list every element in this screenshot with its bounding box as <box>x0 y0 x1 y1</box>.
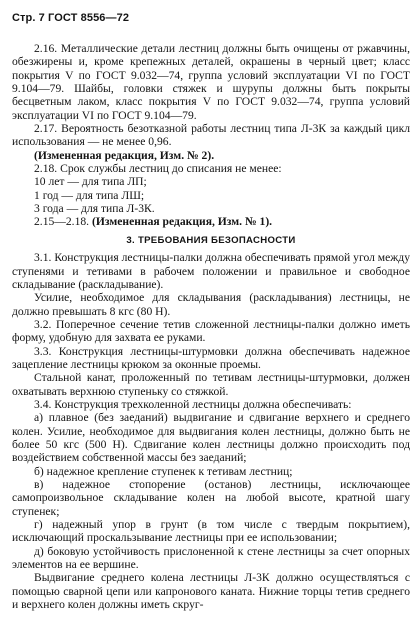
clause-2-17: 2.17. Вероятность безотказной работы лестниц типа Л-3К за каждый цикл использования — не менее 0,96. <box>12 122 410 149</box>
clause-3-4-c: в) надежное стопорение (останов) лестницы, исключающее самопроизвольное складывание колен на любой высоте, кратной шагу ступенек; <box>12 478 410 518</box>
document-body <box>12 42 410 611</box>
clause-2-16: 2.16. Металлические детали лестниц должны быть очищены от ржавчины, обезжирены и, кроме крепежных деталей, окрашены в черный цвет; класс покрытия V по ГОСТ 9.032—74, группа условий эксплуатации VI по ГОСТ 9.104—79. Шайбы, головки стяжек и шурупы должны быть покрыты бесцветным лаком, класс покрытия V по ГОСТ 9.032—74, группа условий эксплуатации VI по ГОСТ 9.104—79. <box>12 42 410 122</box>
clause-3-1: 3.1. Конструкция лестницы-палки должна обеспечивать прямой угол между ступенями и тетивами в рабочем положении и правильное и свободное складывание (раскладывание). <box>12 251 410 291</box>
service-life-item-l3k: 3 года — для типа Л-3К. <box>34 202 155 216</box>
clause-3-4-b: б) надежное крепление ступенек к тетивам лестниц; <box>34 464 293 478</box>
service-life-item-lp: 10 лет — для типа ЛП; <box>34 175 147 189</box>
clause-3-4: 3.4. Конструкция трехколенной лестницы должна обеспечивать: <box>34 397 352 411</box>
amendment-note-2: (Измененная редакция, Изм. № 2). <box>34 148 215 162</box>
clause-2-18: 2.18. Срок службы лестниц до списания не менее: <box>34 162 282 176</box>
clause-3-4-d: г) надежный упор в грунт (в том числе с твердым покрытием), исключающий проскальзывание лестницы при ее использовании; <box>12 518 410 545</box>
clause-3-1-force: Усилие, необходимое для складывания (раскладывания) лестницы, не должно превышать 8 кгс (80 Н). <box>12 291 410 318</box>
section-title-safety: 3. ТРЕБОВАНИЯ БЕЗОПАСНОСТИ <box>126 234 296 246</box>
clause-3-3-rope: Стальной канат, проложенный по тетивам лестницы-штурмовки, должен охватывать верхнюю ступеньку со стяжкой. <box>12 371 410 398</box>
clause-range-2-15-2-18: 2.15—2.18. <box>34 215 90 229</box>
amendment-note-1-line <box>12 215 410 228</box>
amendment-note-1: (Измененная редакция, Изм. № 1). <box>91 215 273 229</box>
page-header: Стр. 7 ГОСТ 8556—72 <box>12 12 130 24</box>
clause-3-4-a: а) плавное (без заеданий) выдвигание и сдвигание верхнего и среднего колен. Усилие, необходимое для выдвигания колен лестницы, должно быть не более 50 кгс (500 Н). Сдвигание колен лестницы должно происходить под воздействием собственной массы без заеданий; <box>12 411 410 465</box>
clause-3-4-e: д) боковую устойчивость прислоненной к стене лестницы за счет опорных элементов на ее вершине. <box>12 544 410 572</box>
service-life-item-lsh: 1 год — для типа ЛШ; <box>34 188 145 202</box>
clause-3-4-extension: Выдвигание среднего колена лестницы Л-3К должно осуществляться с помощью сварной цепи или капронового каната. Нижние торцы тетив среднего и верхнего колен должны иметь скруг- <box>12 571 410 612</box>
clause-3-2: 3.2. Поперечное сечение тетив сложенной лестницы-палки должно иметь форму, удобную для захвата ее руками. <box>12 317 410 345</box>
clause-3-3: 3.3. Конструкция лестницы-штурмовки должна обеспечивать надежное зацепление лестницы крюком за оконные проемы. <box>12 344 410 371</box>
